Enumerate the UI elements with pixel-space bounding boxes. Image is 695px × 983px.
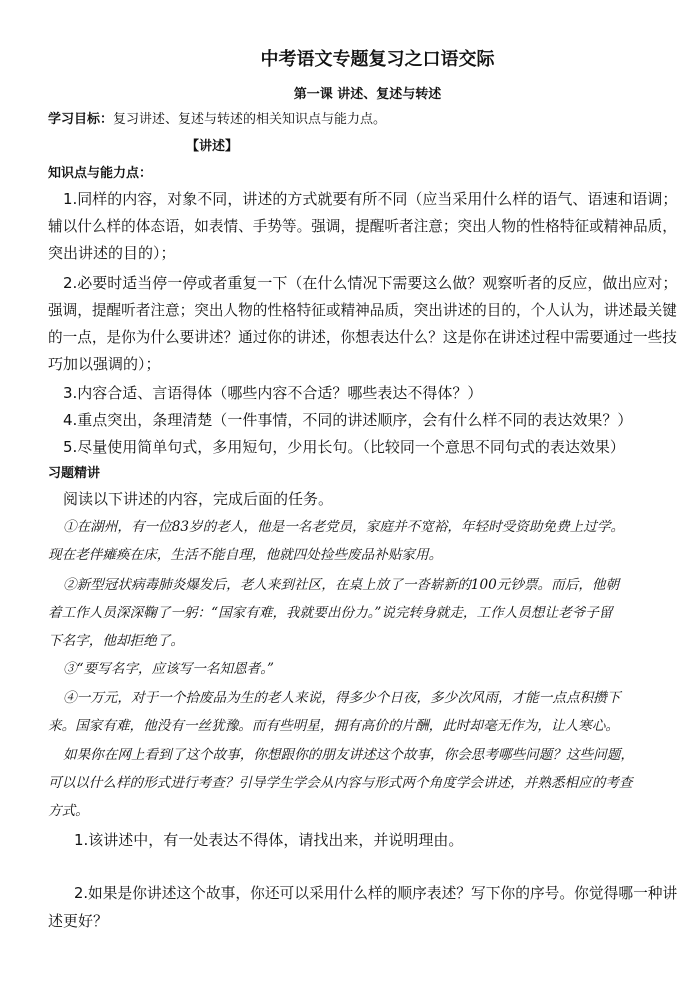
story-para-5-line-1: 如果你在网上看到了这个故事，你想跟你的朋友讲述这个故事，你会思考哪些问题？这些问题， (63, 747, 634, 763)
question-2-line-2: 述更好？ (48, 912, 109, 930)
point-4: 4.重点突出，条理清楚（一件事情，不同的讲述顺序，会有什么样不同的表达效果？） (63, 411, 633, 429)
point-1-line-1: 1.同样的内容，对象不同，讲述的方式就要有所不同（应当采用什么样的语气、语速和语调； (63, 190, 678, 208)
story-para-2-line-1: ②新型冠状病毒肺炎爆发后，老人来到社区，在桌上放了一沓崭新的100元钞票。而后，他朝 (63, 577, 620, 593)
question-1: 1.该讲述中，有一处表达不得体，请找出来，并说明理由。 (74, 831, 464, 849)
point-3: 3.内容合适、言语得体（哪些内容不合适？哪些表达不得体？） (63, 384, 483, 402)
story-para-3: ③“要写名字，应该写一名知恩者。” (63, 661, 275, 677)
story-para-1-line-1: ①在湖州，有一位83岁的老人，他是一名老党员，家庭并不宽裕，年轻时受资助免费上过学。 (63, 519, 625, 535)
point-1-line-3: 突出讲述的目的）； (48, 244, 176, 262)
story-para-4-line-1: ④一万元，对于一个拾废品为生的老人来说，得多少个日夜，多少次风雨，才能一点点积攒下 (63, 690, 621, 706)
knowledge-heading: 知识点与能力点： (48, 166, 153, 181)
point-1-line-2: 辅以什么样的体态语，如表情、手势等。强调，提醒听者注意；突出人物的性格特征或精神品质， (48, 217, 677, 235)
story-para-4-line-2: 来。国家有难，他没有一丝犹豫。而有些明星，拥有高价的片酬，此时却毫无作为，让人寒心。 (48, 718, 619, 734)
reading-instruction: 阅读以下讲述的内容，完成后面的任务。 (63, 490, 334, 508)
learning-goal-text: 复习讲述、复述与转述的相关知识点与能力点。 (113, 112, 387, 127)
point-2-line-4: 巧加以强调的）； (48, 355, 161, 373)
point-2-line-2: 强调，提醒听者注意；突出人物的性格特征或精神品质，突出讲述的目的，个人认为，讲述最关键 (48, 301, 677, 319)
story-para-1-line-2: 现在老伴瘫痪在床，生活不能自理，他就四处捡些废品补贴家用。 (48, 547, 443, 563)
story-para-5-line-2: 可以以什么样的形式进行考查？引导学生学会从内容与形式两个角度学会讲述，并熟悉相应的考查 (48, 775, 633, 791)
learning-goal-label: 学习目标： (48, 112, 114, 127)
document-title: 中考语文专题复习之口语交际 (260, 49, 495, 70)
point-2-line-1: 2.必要时适当停一停或者重复一下（在什么情况下需要这么做？观察听者的反应，做出应对； (63, 274, 678, 292)
story-para-2-line-2: 着工作人员深深鞠了一躬：“国家有难，我就要出份力。”说完转身就走，工作人员想让老爷子留 (48, 605, 613, 621)
story-para-5-line-3: 方式。 (48, 803, 89, 819)
lesson-subtitle: 第一课 讲述、复述与转述 (293, 87, 442, 102)
exercise-heading: 习题精讲 (48, 466, 101, 481)
section-heading: 【讲述】 (186, 139, 239, 154)
point-5: 5.尽量使用简单句式，多用短句，少用长句。（比较同一个意思不同句式的表达效果） (63, 438, 625, 456)
question-2-line-1: 2.如果是你讲述这个故事，你还可以采用什么样的顺序表述？写下你的序号。你觉得哪一种讲 (74, 884, 678, 902)
story-para-2-line-3: 下名字，他却拒绝了。 (48, 633, 184, 649)
point-2-line-3: 的一点，是你为什么要讲述？通过你的讲述，你想表达什么？这是你在讲述过程中需要通过一些技 (48, 328, 677, 346)
learning-goal (48, 110, 386, 130)
